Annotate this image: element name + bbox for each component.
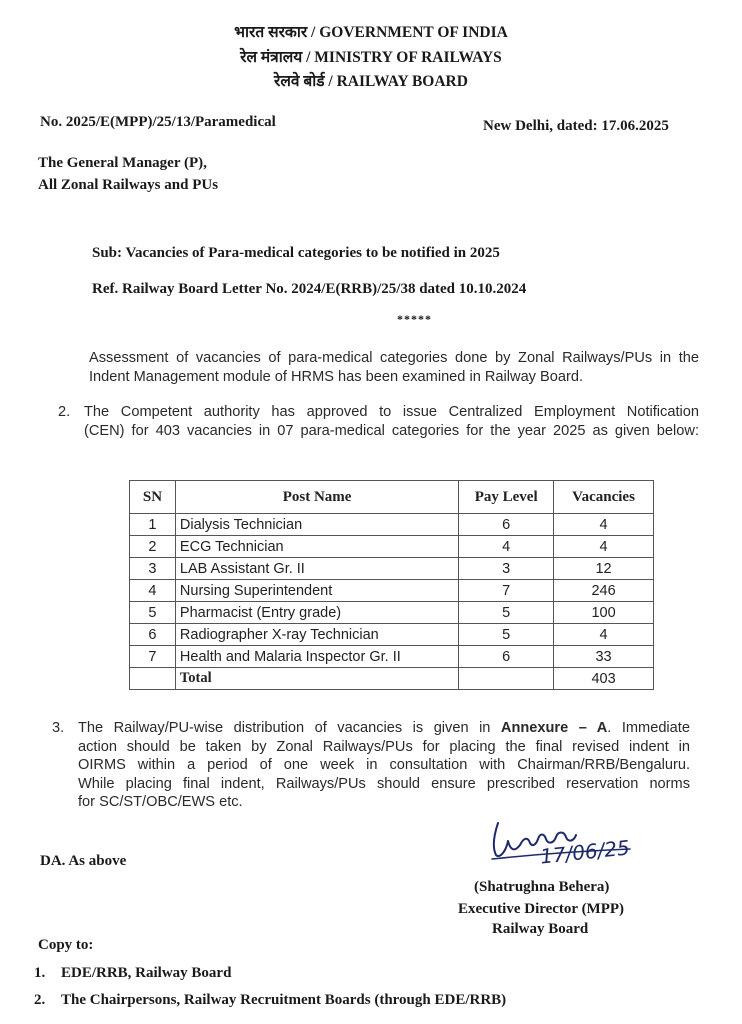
table-total-row xyxy=(130,668,654,690)
header-vacancies: Vacancies xyxy=(554,481,654,514)
paragraph-3-number: 3. xyxy=(52,720,65,736)
cell-vacancies: 4 xyxy=(554,536,654,558)
header-sn: SN xyxy=(130,481,176,514)
cell-vacancies: 4 xyxy=(554,624,654,646)
cell-pay-level-empty xyxy=(459,668,554,690)
reference-line: Ref. Railway Board Letter No. 2024/E(RRB)/25/38 dated 10.10.2024 xyxy=(92,281,527,297)
cell-pay-level: 7 xyxy=(459,580,554,602)
copy-to-item-2-number: 2. xyxy=(34,992,46,1008)
addressee-line-1: The General Manager (P), xyxy=(38,155,207,171)
copy-to-item-1-text: EDE/RRB, Railway Board xyxy=(61,965,232,981)
cell-sn: 2 xyxy=(130,536,176,558)
cell-post-name: Nursing Superintendent xyxy=(175,580,458,602)
paragraph-3-line-3: OIRMS within a period of one week in consultation with Chairman/RRB/Bengaluru. xyxy=(78,757,690,773)
paragraph-3-line-5: for SC/ST/OBC/EWS etc. xyxy=(78,794,243,810)
table-row xyxy=(130,558,654,580)
copy-to-heading: Copy to: xyxy=(38,937,94,953)
cell-sn: 4 xyxy=(130,580,176,602)
paragraph-3-line-1 xyxy=(78,719,690,738)
signatory-designation: Executive Director (MPP) xyxy=(458,901,625,917)
cell-post-name: Health and Malaria Inspector Gr. II xyxy=(175,646,458,668)
cell-vacancies: 12 xyxy=(554,558,654,580)
letterhead-line-board: रेलवे बोर्ड / RAILWAY BOARD xyxy=(274,73,468,90)
cell-pay-level: 6 xyxy=(459,514,554,536)
cell-sn: 3 xyxy=(130,558,176,580)
annexure-reference: Annexure – A xyxy=(500,720,608,736)
cell-post-name: LAB Assistant Gr. II xyxy=(175,558,458,580)
letterhead-line-ministry: रेल मंत्रालय / MINISTRY OF RAILWAYS xyxy=(240,49,502,66)
paragraph-3-line-4: While placing final indent, Railways/PUs should ensure prescribed reservation norms xyxy=(78,775,690,792)
copy-to-item-1-number: 1. xyxy=(34,965,46,981)
cell-vacancies: 33 xyxy=(554,646,654,668)
cell-total-label: Total xyxy=(175,668,458,690)
cell-sn: 1 xyxy=(130,514,176,536)
paragraph-3-line-1-text: The Railway/PU-wise distribution of vacancies is given in xyxy=(78,720,501,736)
cell-sn: 7 xyxy=(130,646,176,668)
table-row xyxy=(130,536,654,558)
cell-post-name: Dialysis Technician xyxy=(175,514,458,536)
paragraph-3 xyxy=(78,719,690,812)
paragraph-3-line-2: action should be taken by Zonal Railways/PUs for placing the final revised indent in xyxy=(78,738,690,755)
paragraph-2-line-1: The Competent authority has approved to issue Centralized Employment Notification xyxy=(84,404,699,420)
cell-post-name: Radiographer X-ray Technician xyxy=(175,624,458,646)
letterhead-line-government: भारत सरकार / GOVERNMENT OF INDIA xyxy=(234,24,508,41)
separator-stars: ***** xyxy=(397,312,432,326)
paragraph-1-line-1: Assessment of vacancies of para-medical categories done by Zonal Railways/PUs in the xyxy=(89,350,699,366)
cell-total-value: 403 xyxy=(554,668,654,690)
table-row xyxy=(130,580,654,602)
cell-pay-level: 3 xyxy=(459,558,554,580)
enclosure-note: DA. As above xyxy=(40,853,127,869)
paragraph-3-line-1-end: . Immediate xyxy=(607,720,690,736)
table-row xyxy=(130,514,654,536)
cell-vacancies: 100 xyxy=(554,602,654,624)
cell-pay-level: 6 xyxy=(459,646,554,668)
table-row xyxy=(130,624,654,646)
table-row xyxy=(130,646,654,668)
signature-date: 17/06/25 xyxy=(538,835,631,869)
signatory-office: Railway Board xyxy=(492,921,589,937)
cell-sn-empty xyxy=(130,668,176,690)
header-pay-level: Pay Level xyxy=(459,481,554,514)
cell-pay-level: 5 xyxy=(459,624,554,646)
paragraph-2-line-2: (CEN) for 403 vacancies in 07 para-medical categories for the year 2025 as given below: xyxy=(84,422,699,439)
cell-sn: 6 xyxy=(130,624,176,646)
subject-line: Sub: Vacancies of Para-medical categories to be notified in 2025 xyxy=(92,245,500,261)
cell-post-name: Pharmacist (Entry grade) xyxy=(175,602,458,624)
cell-pay-level: 4 xyxy=(459,536,554,558)
letter-place-date: New Delhi, dated: 17.06.2025 xyxy=(483,118,669,134)
header-post-name: Post Name xyxy=(175,481,458,514)
vacancy-table xyxy=(129,480,654,690)
copy-to-item-2-text: The Chairpersons, Railway Recruitment Boards (through EDE/RRB) xyxy=(61,992,507,1008)
cell-vacancies: 246 xyxy=(554,580,654,602)
cell-pay-level: 5 xyxy=(459,602,554,624)
paragraph-2-number: 2. xyxy=(58,404,71,420)
paragraph-2 xyxy=(84,403,699,440)
table-header-row xyxy=(130,481,654,514)
cell-vacancies: 4 xyxy=(554,514,654,536)
addressee-line-2: All Zonal Railways and PUs xyxy=(38,177,219,193)
paragraph-1-line-2: Indent Management module of HRMS has been examined in Railway Board. xyxy=(89,368,584,385)
letter-number: No. 2025/E(MPP)/25/13/Paramedical xyxy=(40,114,276,130)
cell-sn: 5 xyxy=(130,602,176,624)
cell-post-name: ECG Technician xyxy=(175,536,458,558)
table-row xyxy=(130,602,654,624)
paragraph-1 xyxy=(89,349,699,386)
signatory-name: (Shatrughna Behera) xyxy=(474,879,610,895)
